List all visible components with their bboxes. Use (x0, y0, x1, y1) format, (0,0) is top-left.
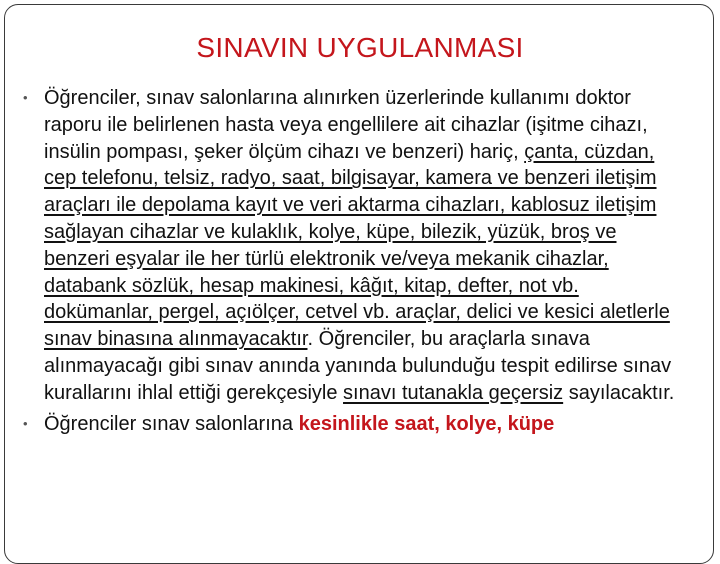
bullet-marker: • (23, 90, 28, 105)
rule-text-intro: Öğrenciler, sınav salonlarına alınırken üzerlerinde kullanımı doktor raporu ile belirlenen hasta veya engellilere ait cihazlar (işitme cihazı, insülin pompası, şeker ölçüm cihazı ve benzeri) hariç, (44, 87, 648, 163)
rule-text-consequence: . Öğrenciler, bu araçlarla sınava alınmayacağı gibi sınav anında yanında bulunduğu tespit edilirse sınav kurallarını ihlal ettiği gerekçesiyle (44, 328, 672, 404)
partial-text: Öğrenciler sınav salonlarına (44, 412, 294, 435)
bullet-marker: • (23, 415, 28, 431)
slide-title: SINAVIN UYGULANMASI (196, 32, 524, 63)
bullet-list (23, 85, 683, 437)
bullet-item-rules (23, 85, 683, 407)
rule-text-end: sayılacaktır. (563, 381, 675, 404)
partial-red-text: kesinlikle saat, kolye, küpe (298, 412, 555, 435)
bullet-item-partial (23, 411, 683, 438)
prohibited-items-text: çanta, cüzdan, cep telefonu, telsiz, radyo, saat, bilgisayar, kamera ve benzeri iletişim araçları ile depolama kayıt ve veri aktarma cihazları, kablosuz iletişim sağlayan cihazlar ve kulaklık, kolye, küpe, bilezik, yüzük, broş ve benzeri eşyalar ile her türlü elektronik ve/veya mekanik cihazlar, databank sözlük, hesap makinesi, kâğıt, kitap, defter, not vb. dokümanlar, pergel, açıölçer, cetvel vb. araçlar, delici ve kesici aletlerle sınav binasına alınmayacaktır (44, 140, 670, 351)
invalidation-text: sınavı tutanakla geçersiz (343, 381, 564, 404)
